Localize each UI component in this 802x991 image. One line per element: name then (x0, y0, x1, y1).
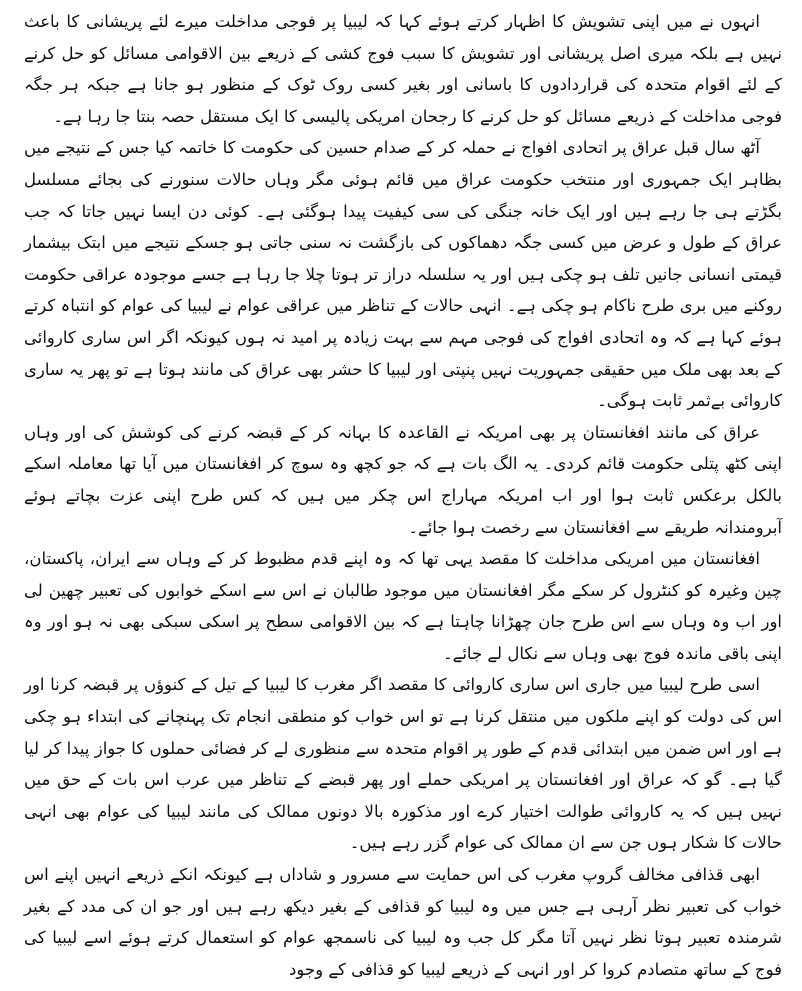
paragraph-libya-oil: اسی طرح لیبیا میں جاری اس ساری کاروائی کا مقصد اگر مغرب کا لیبیا کے تیل کے کنوؤں پر قبضہ کرنا اور اس کی دولت کو اپنے ملکوں میں منتقل کرنا ہے تو اس خواب کو منطقی انجام تک پہنچانے کی ابتداء ہو چکی ہے اور اس ضمن میں ابتدائی قدم کے طور پر اقوام متحدہ سے منظوری لے کر فضائی حملوں کا جواز پیدا کر لیا گیا ہے۔ گو کہ عراق اور افغانستان پر امریکی حملے اور پھر قبضے کے تناظر میں عرب اس بات کے حق میں نہیں ہیں کہ یہ کاروائی طوالت اختیار کرے اور مذکورہ بالا دونوں ممالک کی مانند لیبیا کی عوام بھی انہی حالات کا شکار ہوں جن سے ان ممالک کی عوام گزر رہے ہیں۔ (24, 675, 782, 853)
paragraph-afghanistan-aims: افغانستان میں امریکی مداخلت کا مقصد یہی تھا کہ وہ اپنے قدم مظبوط کر کے وہاں سے ایران، پاکستان، چین وغیرہ کو کنٹرول کر سکے مگر افغانستان میں موجود طالبان نے اس سے اسکے خوابوں کی تعبیر چھین لی اور اب وہ وہاں سے اس طرح جان چھڑانا چاہتا ہے کہ بین الاقوامی سطح پر اسکی سبکی بھی نہ ہو اور وہ اپنی باقی ماندہ فوج بھی وہاں سے نکال لے جائے۔ (24, 549, 782, 663)
paragraph-concern-libya: انہوں نے میں اپنی تشویش کا اظہار کرتے ہوئے کہا کہ لیبیا پر فوجی مداخلت میرے لئے پریشانی کا باعث نہیں ہے بلکہ میری اصل پریشانی اور تشویش کا سبب فوج کشی کے ذریعے بین الاقوامی مسائل کو حل کرنے کے لئے اقوام متحدہ کی قراردادوں کا باسانی اور بغیر کسی روک ٹوک کے منظور ہو جانا ہے جبکہ ہر جگہ فوجی مداخلت کے ذریعے مسائل کو حل کرنے کا رجحان امریکی پالیسی کا ایک مستقل حصہ بنتا جا رہا ہے۔ (24, 12, 782, 126)
paragraph-iraq: آٹھ سال قبل عراق پر اتحادی افواج نے حملہ کر کے صدام حسین کی حکومت کا خاتمہ کیا جس کے نتیجے میں بظاہر ایک جمہوری اور منتخب حکومت عراق میں قائم ہوئی مگر وہاں حالات سنورنے کی بجائے مسلسل بگڑتے ہی جا رہے ہیں اور ایک خانہ جنگی کی سی کیفیت پیدا ہوگئی ہے۔ کوئی دن ایسا نہیں جاتا کہ جب عراق کے طول و عرض میں کسی جگہ دھماکوں کی بازگشت نہ سنی جاتی ہو جسکے نتیجے میں ابتک بیشمار قیمتی انسانی جانیں تلف ہو چکی ہیں اور یہ سلسلہ دراز تر ہوتا چلا جا رہا ہے جسے موجودہ عراقی حکومت روکنے میں بری طرح ناکام ہو چکی ہے۔ انہی حالات کے تناظر میں عراقی عوام نے لیبیا کی عوام کو انتباہ کرتے ہوئے کہا ہے کہ وہ اتحادی افواج کی فوجی مہم سے بہت زیادہ پر امید نہ ہوں کیونکہ اگر اس ساری کاروائی کے بعد بھی ملک میں حقیقی جمہوریت نہیں پنپتی اور لیبیا کا حشر بھی عراق کی مانند ہوتا ہے تو پھر یہ ساری کاروائی بےثمر ثابت ہوگی۔ (24, 138, 782, 411)
paragraph-afghanistan-puppet-government: عراق کی مانند افغانستان پر بھی امریکہ نے القاعدہ کا بہانہ کر کے قبضہ کرنے کی کوشش کی اور وہاں اپنی کٹھ پتلی حکومت قائم کردی۔ یہ الگ بات ہے کہ جو کچھ وہ سوچ کر افغانستان میں آیا تھا معاملہ اسکے بالکل برعکس ثابت ہوا اور اب امریکہ مہاراج اس چکر میں ہیں کہ کس طرح اپنی عزت بچاتے ہوئے آبرومندانہ طریقے سے افغانستان سے رخصت ہوا جائے۔ (24, 422, 782, 537)
paragraph-qaddafi-opposition: ابھی قذافی مخالف گروپ مغرب کی اس حمایت سے مسرور و شاداں ہے کیونکہ انکے ذریعے انہیں اپنے اس خواب کی تعبیر نظر آرہی ہے جس میں وہ لیبیا کو قذافی کے بغیر دیکھ رہے ہیں اور جو ان کی مدد کے بغیر شرمندہ تعبیر ہوتا نظر نہیں آتا مگر کل جب وہ لیبیا کی ناسمجھ عوام کو استعمال کرتے ہوئے اسے لیبیا کی فوج کے ساتھ متصادم کروا کر اور انہی کے ذریعے لیبیا کو قذافی کے وجود (24, 865, 782, 979)
